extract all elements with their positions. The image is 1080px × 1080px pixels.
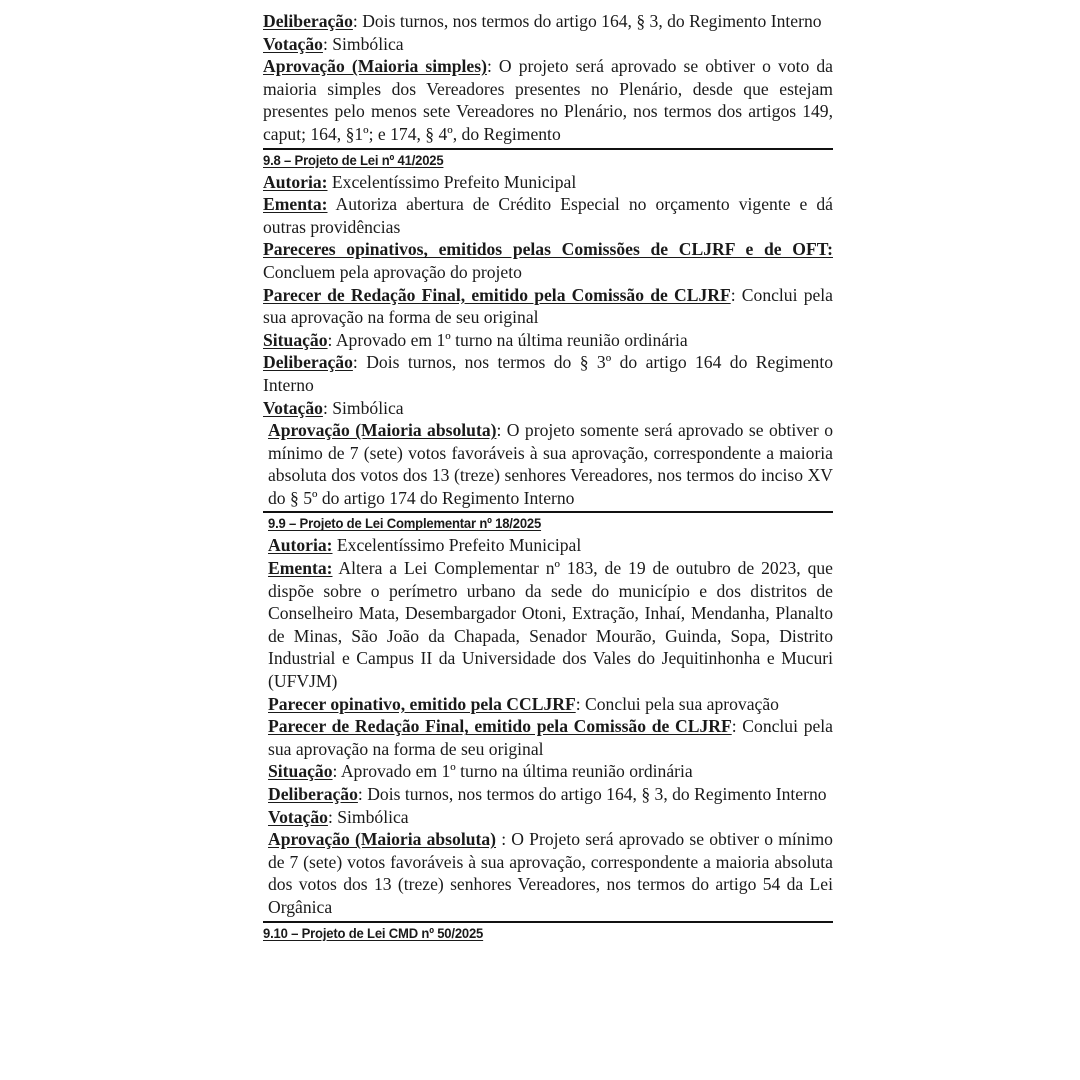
situacao-text: : Aprovado em 1º turno na última reunião ordinária [327,329,688,350]
votacao-label: Votação [268,806,328,827]
deliberacao-paragraph [263,351,833,396]
votacao-text: : Simbólica [327,806,409,827]
autoria-label: Autoria: [268,535,333,556]
aprovacao-label: Aprovação (Maioria absoluta) [268,420,497,441]
redacao-final-label: Parecer de Redação Final, emitido pela Comissão de CLJRF [263,284,731,305]
parecer-paragraph [268,693,833,716]
autoria-paragraph [263,171,833,194]
section-divider [263,511,833,513]
aprovacao-label: Aprovação (Maioria simples) [263,56,487,77]
aprovacao-label: Aprovação (Maioria absoluta) [268,829,497,850]
section-heading-9-9: 9.9 – Projeto de Lei Complementar nº 18/2025 [268,516,542,533]
situacao-label: Situação [263,329,328,350]
aprovacao-text: : O projeto será aprovado se obtiver o voto da maioria simples dos Vereadores presentes no Plenário, desde que estejam presentes pelo menos sete Vereadores no Plenário, nos termos dos artigos 149, caput; 164, §1º; e 174, § 4º, do Regimento [263,56,833,144]
aprovacao-text: : O projeto somente será aprovado se obtiver o mínimo de 7 (sete) votos favoráveis à sua aprovação, correspondente a maioria absoluta dos votos dos 13 (treze) senhores Vereadores, nos termos do inciso XV do § 5º do artigo 174 do Regimento Interno [268,420,833,508]
ementa-paragraph [268,557,833,693]
deliberacao-label: Deliberação [263,352,353,373]
redacao-final-paragraph [263,284,833,329]
ementa-label: Ementa: [263,194,328,215]
votacao-paragraph [263,33,833,56]
aprovacao-text: : O Projeto será aprovado se obtiver o mínimo de 7 (sete) votos favoráveis à sua aprovação, correspondente a maioria absoluta dos votos dos 13 (treze) senhores Vereadores, nos termos do artigo 54 da Lei Orgânica [268,829,833,917]
pareceres-label: Pareceres opinativos, emitidos pelas Comissões de CLJRF e de OFT: [263,239,833,260]
deliberacao-text: : Dois turnos, nos termos do artigo 164, § 3, do Regimento Interno [357,784,827,804]
parecer-text: : Conclui pela sua aprovação [575,693,779,714]
autoria-text: Excelentíssimo Prefeito Municipal [332,535,582,556]
ementa-text: Autoriza abertura de Crédito Especial no orçamento vigente e dá outras providências [263,194,833,237]
redacao-final-text: : Conclui pela sua aprovação na forma de seu original [263,284,833,328]
ementa-text: Altera a Lei Complementar nº 183, de 19 de outubro de 2023, que dispõe sobre o perímetro urbano da sede do município e dos distritos de Conselheiro Mata, Desembargador Otoni, Extração, Inhaí, Mendanha, Planalto de Minas, São João da Chapada, Senador Mourão, Guinda, Sopa, Distrito Industrial e Campus II da Universidade dos Vales do Jequitinhonha e Mucuri (UFVJM) [268,558,833,692]
votacao-text: : Simbólica [322,397,404,418]
pareceres-paragraph [263,238,833,283]
aprovacao-paragraph [263,55,833,145]
situacao-label: Situação [268,761,333,782]
votacao-label: Votação [263,397,323,418]
situacao-paragraph [268,760,833,783]
votacao-label: Votação [263,33,323,54]
redacao-final-paragraph [268,715,833,760]
deliberacao-label: Deliberação [263,11,353,31]
parecer-label: Parecer opinativo, emitido pela CCLJRF [268,693,576,714]
deliberacao-text: : Dois turnos, nos termos do artigo 164, § 3, do Regimento Interno [352,11,822,31]
pareceres-text: Concluem pela aprovação do projeto [263,261,522,282]
document-page [263,10,833,944]
redacao-final-label: Parecer de Redação Final, emitido pela Comissão de CLJRF [268,716,732,737]
situacao-text: : Aprovado em 1º turno na última reunião ordinária [332,761,693,782]
section-heading-9-8: 9.8 – Projeto de Lei nº 41/2025 [263,152,444,169]
section-heading-9-10: 9.10 – Projeto de Lei CMD nº 50/2025 [263,925,484,942]
votacao-paragraph [268,806,833,829]
deliberacao-paragraph [263,10,833,33]
votacao-text: : Simbólica [322,33,404,54]
deliberacao-paragraph [268,783,833,806]
deliberacao-label: Deliberação [268,784,358,804]
autoria-label: Autoria: [263,171,328,192]
deliberacao-text: : Dois turnos, nos termos do § 3º do artigo 164 do Regimento Interno [263,352,833,395]
aprovacao-paragraph [268,419,833,509]
ementa-paragraph [263,193,833,238]
redacao-final-text: : Conclui pela sua aprovação na forma de seu original [268,716,833,759]
section-divider [263,148,833,150]
section-divider [263,921,833,923]
aprovacao-paragraph [268,828,833,918]
votacao-paragraph [263,397,833,420]
ementa-label: Ementa: [268,558,333,579]
situacao-paragraph [263,329,833,352]
autoria-text: Excelentíssimo Prefeito Municipal [327,171,577,192]
section-body-9-9 [268,534,833,918]
autoria-paragraph [268,534,833,557]
